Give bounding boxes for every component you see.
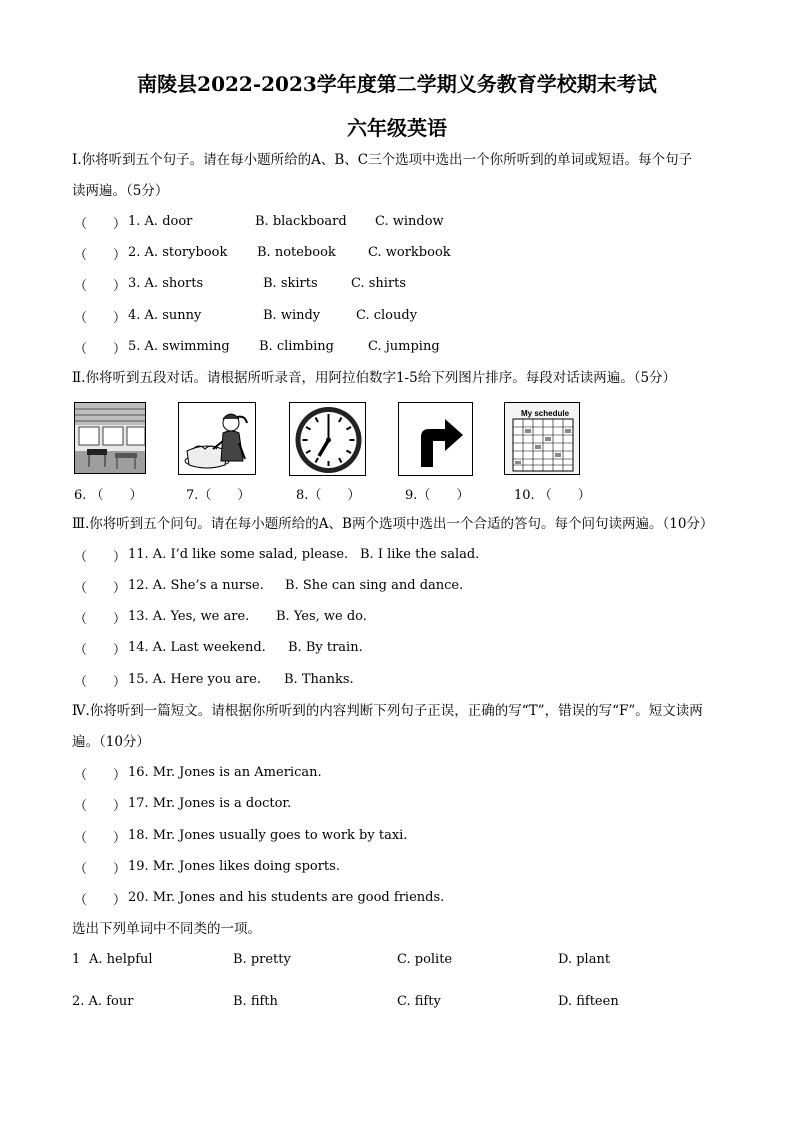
- picture-label[interactable]: 8.（ ）: [296, 488, 361, 503]
- option-b: B. She can sing and dance.: [285, 578, 464, 593]
- answer-blank[interactable]: （ ）: [74, 862, 127, 877]
- option-c: C. polite: [397, 952, 453, 967]
- option-b: B. I like the salad.: [360, 547, 480, 562]
- statement: 16. Mr. Jones is an American.: [128, 765, 322, 780]
- schedule-picture: [504, 402, 580, 475]
- option-a: 5. A. swimming: [128, 339, 230, 354]
- option-c: C. fifty: [397, 994, 441, 1009]
- option-b: B. Thanks.: [284, 672, 354, 687]
- option-c: C. cloudy: [356, 308, 418, 323]
- option-b: B. Yes, we do.: [276, 609, 367, 624]
- option-a: 15. A. Here you are.: [128, 672, 261, 687]
- row-number: 1: [72, 952, 81, 967]
- row-number-option-a: 2. A. four: [72, 994, 134, 1009]
- statement: 18. Mr. Jones usually goes to work by taxi.: [128, 828, 408, 843]
- schedule-heading: My schedule: [521, 409, 570, 418]
- statement: 20. Mr. Jones and his students are good friends.: [128, 890, 445, 905]
- part3-instruction: Ⅲ.你将听到五个问句。请在每小题所给的A、B两个选项中选出一个合适的答句。每个问句读两遍。（10分）: [72, 516, 714, 532]
- answer-blank[interactable]: （ ）: [74, 893, 127, 908]
- exam-subtitle: 六年级英语: [347, 116, 447, 140]
- option-a: 3. A. shorts: [128, 276, 204, 291]
- option-a: 11. A. I’d like some salad, please.: [128, 547, 349, 562]
- option-c: C. jumping: [368, 339, 440, 354]
- answer-blank[interactable]: （ ）: [74, 675, 127, 690]
- picture-label[interactable]: 10. （ ）: [514, 488, 591, 503]
- answer-blank[interactable]: （ ）: [74, 342, 127, 357]
- statement: 17. Mr. Jones is a doctor.: [128, 796, 292, 811]
- part1-instruction-cont: 读两遍。（5分）: [72, 183, 169, 199]
- part4-instruction-cont: 遍。（10分）: [72, 734, 150, 750]
- option-a: A. helpful: [89, 952, 153, 967]
- picture-label[interactable]: 7.（ ）: [186, 488, 251, 503]
- option-a: 14. A. Last weekend.: [128, 640, 266, 655]
- answer-blank[interactable]: （ ）: [74, 279, 127, 294]
- answer-blank[interactable]: （ ）: [74, 248, 127, 263]
- answer-blank[interactable]: （ ）: [74, 799, 127, 814]
- answer-blank[interactable]: （ ）: [74, 643, 127, 658]
- option-a: 12. A. She’s a nurse.: [128, 578, 264, 593]
- option-d: D. plant: [558, 952, 611, 967]
- answer-blank[interactable]: （ ）: [74, 550, 127, 565]
- washing-clothes-picture: [178, 402, 256, 475]
- option-b: B. pretty: [233, 952, 291, 967]
- turn-right-arrow-picture: [398, 402, 473, 476]
- part2-instruction: Ⅱ.你将听到五段对话。请根据所听录音，用阿拉伯数字1-5给下列图片排序。每段对话读两遍。（5分）: [72, 370, 677, 386]
- classroom-picture: [74, 402, 146, 474]
- option-b: B. notebook: [257, 245, 336, 260]
- option-b: B. blackboard: [255, 214, 347, 229]
- option-c: C. window: [375, 214, 444, 229]
- exam-title: 南陵县2022-2023学年度第二学期义务教育学校期末考试: [137, 72, 657, 96]
- option-a: 13. A. Yes, we are.: [128, 609, 250, 624]
- picture-label[interactable]: 6. （ ）: [74, 488, 143, 503]
- option-b: B. windy: [263, 308, 321, 323]
- option-a: 4. A. sunny: [128, 308, 202, 323]
- option-b: B. climbing: [259, 339, 334, 354]
- option-c: C. workbook: [368, 245, 451, 260]
- part1-instruction: Ⅰ.你将听到五个句子。请在每小题所给的A、B、C三个选项中选出一个你所听到的单词或短语。每个句子: [72, 152, 693, 168]
- option-a: 1. A. door: [128, 214, 193, 229]
- answer-blank[interactable]: （ ）: [74, 311, 127, 326]
- answer-blank[interactable]: （ ）: [74, 581, 127, 596]
- option-a: 2. A. storybook: [128, 245, 228, 260]
- option-c: C. shirts: [351, 276, 407, 291]
- option-b: B. By train.: [288, 640, 363, 655]
- statement: 19. Mr. Jones likes doing sports.: [128, 859, 340, 874]
- part5-instruction: 选出下列单词中不同类的一项。: [72, 921, 261, 937]
- clock-picture: [289, 402, 366, 476]
- answer-blank[interactable]: （ ）: [74, 612, 127, 627]
- option-d: D. fifteen: [558, 994, 619, 1009]
- answer-blank[interactable]: （ ）: [74, 831, 127, 846]
- option-b: B. fifth: [233, 994, 278, 1009]
- option-b: B. skirts: [263, 276, 318, 291]
- answer-blank[interactable]: （ ）: [74, 217, 127, 232]
- picture-label[interactable]: 9.（ ）: [405, 488, 470, 503]
- part4-instruction: Ⅳ.你将听到一篇短文。请根据你所听到的内容判断下列句子正误，正确的写“T”，错误的写“F”。短文读两: [72, 703, 703, 719]
- answer-blank[interactable]: （ ）: [74, 768, 127, 783]
